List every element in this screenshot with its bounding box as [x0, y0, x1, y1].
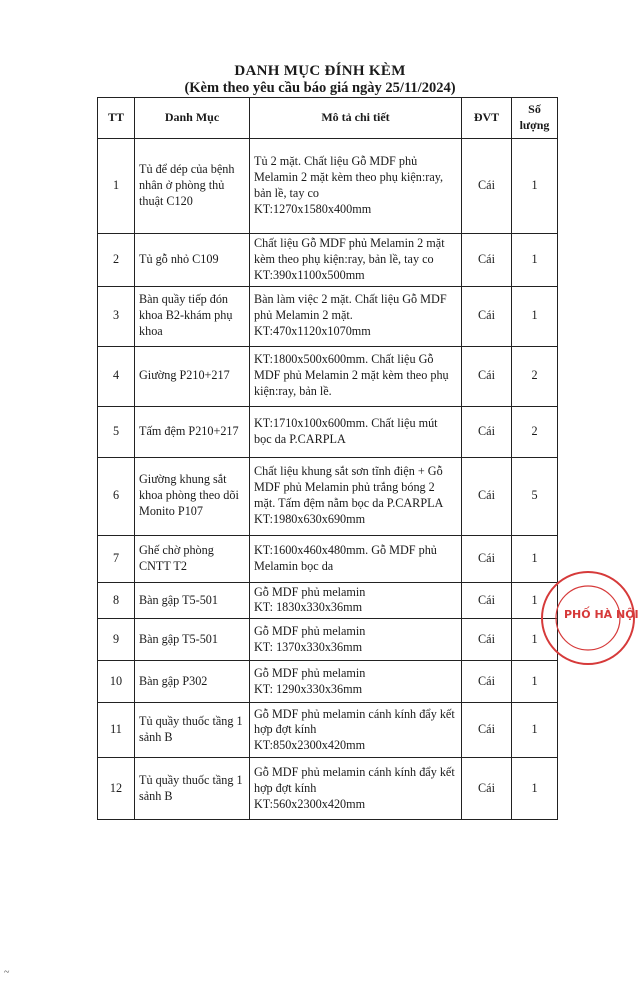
cell-name: Giường khung sắt khoa phòng theo dõi Monito P107	[135, 457, 250, 535]
cell-qty: 2	[512, 406, 558, 457]
cell-qty: 1	[512, 582, 558, 619]
scan-mark: ~	[4, 967, 10, 978]
cell-desc: Gỗ MDF phủ melamin KT: 1830x330x36mm	[250, 582, 462, 619]
cell-desc: Gỗ MDF phủ melamin cánh kính đẩy kết hợp đợt kính KT:560x2300x420mm	[250, 758, 462, 820]
table-row	[98, 619, 558, 661]
cell-unit: Cái	[462, 139, 512, 234]
cell-qty: 5	[512, 457, 558, 535]
cell-qty: 1	[512, 286, 558, 346]
cell-qty: 1	[512, 661, 558, 703]
cell-qty: 2	[512, 346, 558, 406]
cell-tt: 3	[98, 286, 135, 346]
col-header-desc: Mô tả chi tiết	[250, 98, 462, 139]
cell-tt: 12	[98, 758, 135, 820]
cell-unit: Cái	[462, 535, 512, 582]
col-header-name: Danh Mục	[135, 98, 250, 139]
cell-tt: 5	[98, 406, 135, 457]
table-row	[98, 139, 558, 234]
cell-qty: 1	[512, 703, 558, 758]
col-header-tt: TT	[98, 98, 135, 139]
cell-tt: 9	[98, 619, 135, 661]
cell-desc: Chất liệu khung sắt sơn tĩnh điện + Gỗ MDF phủ Melamin phủ trắng bóng 2 mặt. Tấm đệm nằm bọc da P.CARPLA KT:1980x630x690mm	[250, 457, 462, 535]
cell-unit: Cái	[462, 457, 512, 535]
cell-name: Bàn gập T5-501	[135, 619, 250, 661]
col-header-unit: ĐVT	[462, 98, 512, 139]
col-header-qty: Số lượng	[512, 98, 558, 139]
cell-desc: KT:1800x500x600mm. Chất liệu Gỗ MDF phủ Melamin 2 mặt kèm theo phụ kiện:ray, bản lề.	[250, 346, 462, 406]
cell-desc: Tủ 2 mặt. Chất liệu Gỗ MDF phủ Melamin 2 mặt kèm theo phụ kiện:ray, bản lề, tay co KT:1270x1580x400mm	[250, 139, 462, 234]
cell-desc: KT:1600x460x480mm. Gỗ MDF phủ Melamin bọc da	[250, 535, 462, 582]
cell-qty: 1	[512, 234, 558, 287]
cell-name: Bàn gập T5-501	[135, 582, 250, 619]
red-stamp	[526, 566, 639, 670]
cell-unit: Cái	[462, 758, 512, 820]
cell-desc: Chất liệu Gỗ MDF phủ Melamin 2 mặt kèm theo phụ kiện:ray, bản lề, tay co KT:390x1100x500mm	[250, 234, 462, 287]
cell-qty: 1	[512, 619, 558, 661]
cell-unit: Cái	[462, 346, 512, 406]
attachment-table	[97, 97, 558, 820]
cell-tt: 6	[98, 457, 135, 535]
cell-unit: Cái	[462, 234, 512, 287]
table-header-row	[98, 98, 558, 139]
cell-desc: Gỗ MDF phủ melamin KT: 1370x330x36mm	[250, 619, 462, 661]
cell-name: Tủ gỗ nhỏ C109	[135, 234, 250, 287]
cell-name: Tủ quầy thuốc tầng 1 sảnh B	[135, 758, 250, 820]
table-row	[98, 582, 558, 619]
cell-name: Bàn quầy tiếp đón khoa B2-khám phụ khoa	[135, 286, 250, 346]
table-row	[98, 703, 558, 758]
cell-unit: Cái	[462, 406, 512, 457]
table-row	[98, 346, 558, 406]
table-row	[98, 406, 558, 457]
cell-qty: 1	[512, 535, 558, 582]
cell-tt: 7	[98, 535, 135, 582]
cell-unit: Cái	[462, 619, 512, 661]
cell-name: Ghế chờ phòng CNTT T2	[135, 535, 250, 582]
table-row	[98, 661, 558, 703]
table-row	[98, 286, 558, 346]
table-row	[98, 457, 558, 535]
cell-name: Tủ để dép của bệnh nhân ở phòng thủ thuật C120	[135, 139, 250, 234]
table-row	[98, 758, 558, 820]
stamp-text: PHỐ HÀ NỘI	[564, 608, 639, 621]
cell-tt: 4	[98, 346, 135, 406]
cell-tt: 8	[98, 582, 135, 619]
document-title: DANH MỤC ĐÍNH KÈM	[234, 63, 406, 79]
cell-qty: 1	[512, 758, 558, 820]
cell-name: Giường P210+217	[135, 346, 250, 406]
cell-name: Bàn gập P302	[135, 661, 250, 703]
cell-tt: 10	[98, 661, 135, 703]
cell-unit: Cái	[462, 286, 512, 346]
cell-qty: 1	[512, 139, 558, 234]
cell-name: Tủ quầy thuốc tầng 1 sảnh B	[135, 703, 250, 758]
document-subtitle: (Kèm theo yêu cầu báo giá ngày 25/11/2024)	[184, 80, 456, 96]
table-row	[98, 535, 558, 582]
cell-unit: Cái	[462, 661, 512, 703]
cell-unit: Cái	[462, 582, 512, 619]
cell-name: Tấm đệm P210+217	[135, 406, 250, 457]
cell-desc: Gỗ MDF phủ melamin cánh kính đẩy kết hợp đợt kính KT:850x2300x420mm	[250, 703, 462, 758]
cell-desc: KT:1710x100x600mm. Chất liệu mút bọc da P.CARPLA	[250, 406, 462, 457]
cell-desc: Bàn làm việc 2 mặt. Chất liệu Gỗ MDF phủ Melamin 2 mặt. KT:470x1120x1070mm	[250, 286, 462, 346]
cell-tt: 1	[98, 139, 135, 234]
cell-unit: Cái	[462, 703, 512, 758]
cell-tt: 11	[98, 703, 135, 758]
cell-tt: 2	[98, 234, 135, 287]
table-row	[98, 234, 558, 287]
cell-desc: Gỗ MDF phủ melamin KT: 1290x330x36mm	[250, 661, 462, 703]
